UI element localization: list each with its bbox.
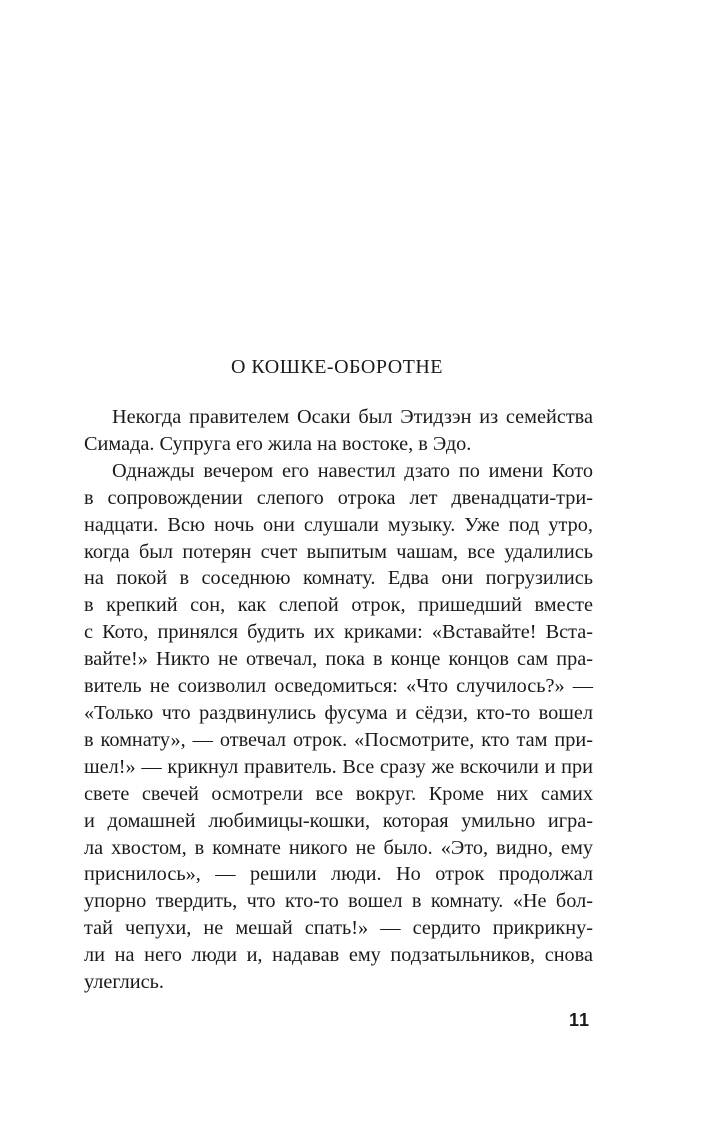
text-line: и домашней любимицы-кошки, которая умильно игра-	[84, 809, 593, 832]
text-line: надцати. Всю ночь они слушали музыку. Уже под утро,	[84, 513, 593, 536]
text-line: на покой в соседнюю комнату. Едва они погрузились	[84, 567, 593, 590]
text-line: свете свечей осмотрели все вокруг. Кроме них самих	[84, 782, 593, 805]
text-line: «Только что раздвинулись фусума и сёдзи, кто-то вошел	[84, 701, 593, 724]
text-line: улеглись.	[84, 971, 164, 994]
text-line: тай чепухи, не мешай спать!» — сердито прикрикну-	[84, 917, 593, 940]
text-line: в комнату», — отвечал отрок. «Посмотрите, кто там при-	[84, 728, 593, 751]
chapter-title: О КОШКЕ-ОБОРОТНЕ	[230, 356, 444, 378]
text-line: Некогда правителем Осаки был Этидзэн из семейства	[112, 406, 593, 428]
text-line: в крепкий сон, как слепой отрок, пришедший вместе	[84, 594, 593, 617]
text-line: упорно твердить, что кто-то вошел в комнату. «Не бол-	[84, 890, 593, 913]
body-text	[84, 404, 593, 996]
page-number: 11	[568, 1010, 590, 1030]
text-line: с Кото, принялся будить их криками: «Вставайте! Вста-	[84, 621, 593, 644]
text-line: ли на него люди и, надавав ему подзатыльников, снова	[84, 944, 593, 967]
text-line: когда был потерян счет выпитым чашам, все удалились	[84, 540, 593, 563]
text-line: шел!» — крикнул правитель. Все сразу же вскочили и при	[84, 755, 593, 778]
text-line: витель не соизволил осведомиться: «Что случилось?» —	[84, 675, 593, 698]
text-line: ла хвостом, в комнате никого не было. «Это, видно, ему	[84, 836, 593, 859]
text-line: Однажды вечером его навестил дзато по имени Кото	[112, 459, 593, 482]
text-line: вайте!» Никто не отвечал, пока в конце концов сам пра-	[84, 648, 593, 671]
text-line: в сопровождении слепого отрока лет двенадцати-три-	[84, 486, 593, 509]
text-line: Симада. Супруга его жила на востоке, в Эдо.	[84, 432, 472, 455]
text-line: приснилось», — решили люди. Но отрок продолжал	[84, 863, 593, 886]
